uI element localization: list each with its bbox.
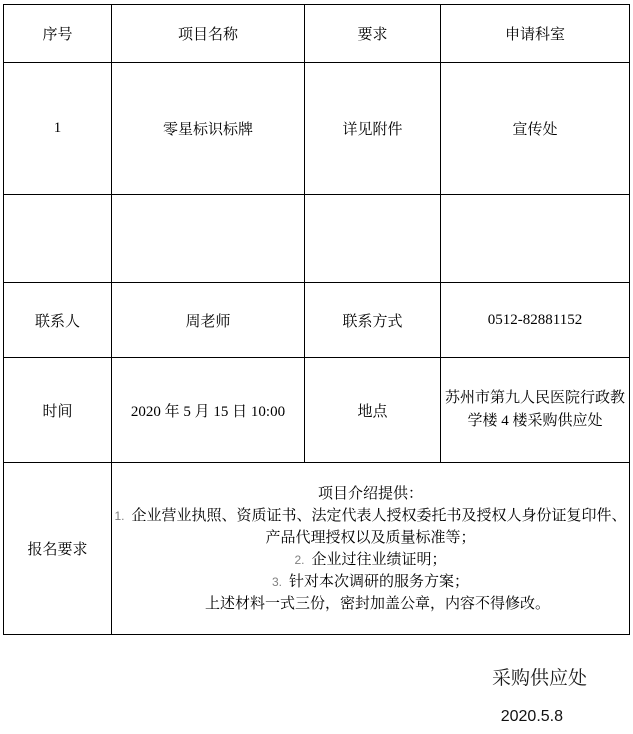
- project-row: [4, 63, 630, 195]
- requirement-item-text: 针对本次调研的服务方案；: [289, 573, 470, 590]
- requirement-item-text: 企业营业执照、资质证书、法定代表人授权委托书及授权人身份证复印件、产品代理授权以及质量标准等；: [131, 507, 627, 546]
- contact-phone-cell: 0512-82881152: [441, 283, 630, 358]
- header-cell-project-name: 项目名称: [112, 5, 305, 63]
- header-row: [4, 5, 630, 63]
- requirements-content-cell: [112, 463, 630, 635]
- footer-signature: 采购供应处: [491, 668, 587, 689]
- empty-cell: [4, 195, 112, 283]
- requirement-item: [112, 571, 629, 593]
- empty-cell: [305, 195, 441, 283]
- time-value-cell: 2020 年 5 月 15 日 10:00: [112, 358, 305, 463]
- requirement-item: [112, 505, 629, 549]
- place-label-cell: 地点: [305, 358, 441, 463]
- empty-cell: [112, 195, 305, 283]
- requirements-intro: 项目介绍提供：: [317, 485, 423, 502]
- contact-name-cell: 周老师: [112, 283, 305, 358]
- header-cell-serial: 序号: [4, 5, 112, 63]
- header-cell-requirement: 要求: [305, 5, 441, 63]
- project-requirement-cell: 详见附件: [305, 63, 441, 195]
- project-name-cell: 零星标识标牌: [112, 63, 305, 195]
- requirement-item-number: 3.: [271, 574, 282, 589]
- requirement-item-text: 企业过往业绩证明；: [311, 551, 447, 568]
- contact-label-cell: 联系人: [4, 283, 112, 358]
- contact-row: [4, 283, 630, 358]
- contact-method-label-cell: 联系方式: [305, 283, 441, 358]
- place-value-cell: 苏州市第九人民医院行政教学楼 4 楼采购供应处: [441, 358, 630, 463]
- requirement-item: [112, 549, 629, 571]
- project-department-cell: 宣传处: [441, 63, 630, 195]
- time-label-cell: 时间: [4, 358, 112, 463]
- footer-date: 2020.5.8: [500, 708, 563, 725]
- empty-cell: [441, 195, 630, 283]
- time-row: [4, 358, 630, 463]
- requirements-label-cell: 报名要求: [4, 463, 112, 635]
- procurement-notice-table: [3, 4, 630, 635]
- requirements-note: 上述材料一式三份，密封加盖公章，内容不得修改。: [204, 595, 550, 612]
- header-cell-department: 申请科室: [441, 5, 630, 63]
- requirement-item-number: 1.: [114, 508, 125, 523]
- requirement-item-number: 2.: [294, 552, 305, 567]
- empty-row: [4, 195, 630, 283]
- project-serial-cell: 1: [4, 63, 112, 195]
- requirements-row: [4, 463, 630, 635]
